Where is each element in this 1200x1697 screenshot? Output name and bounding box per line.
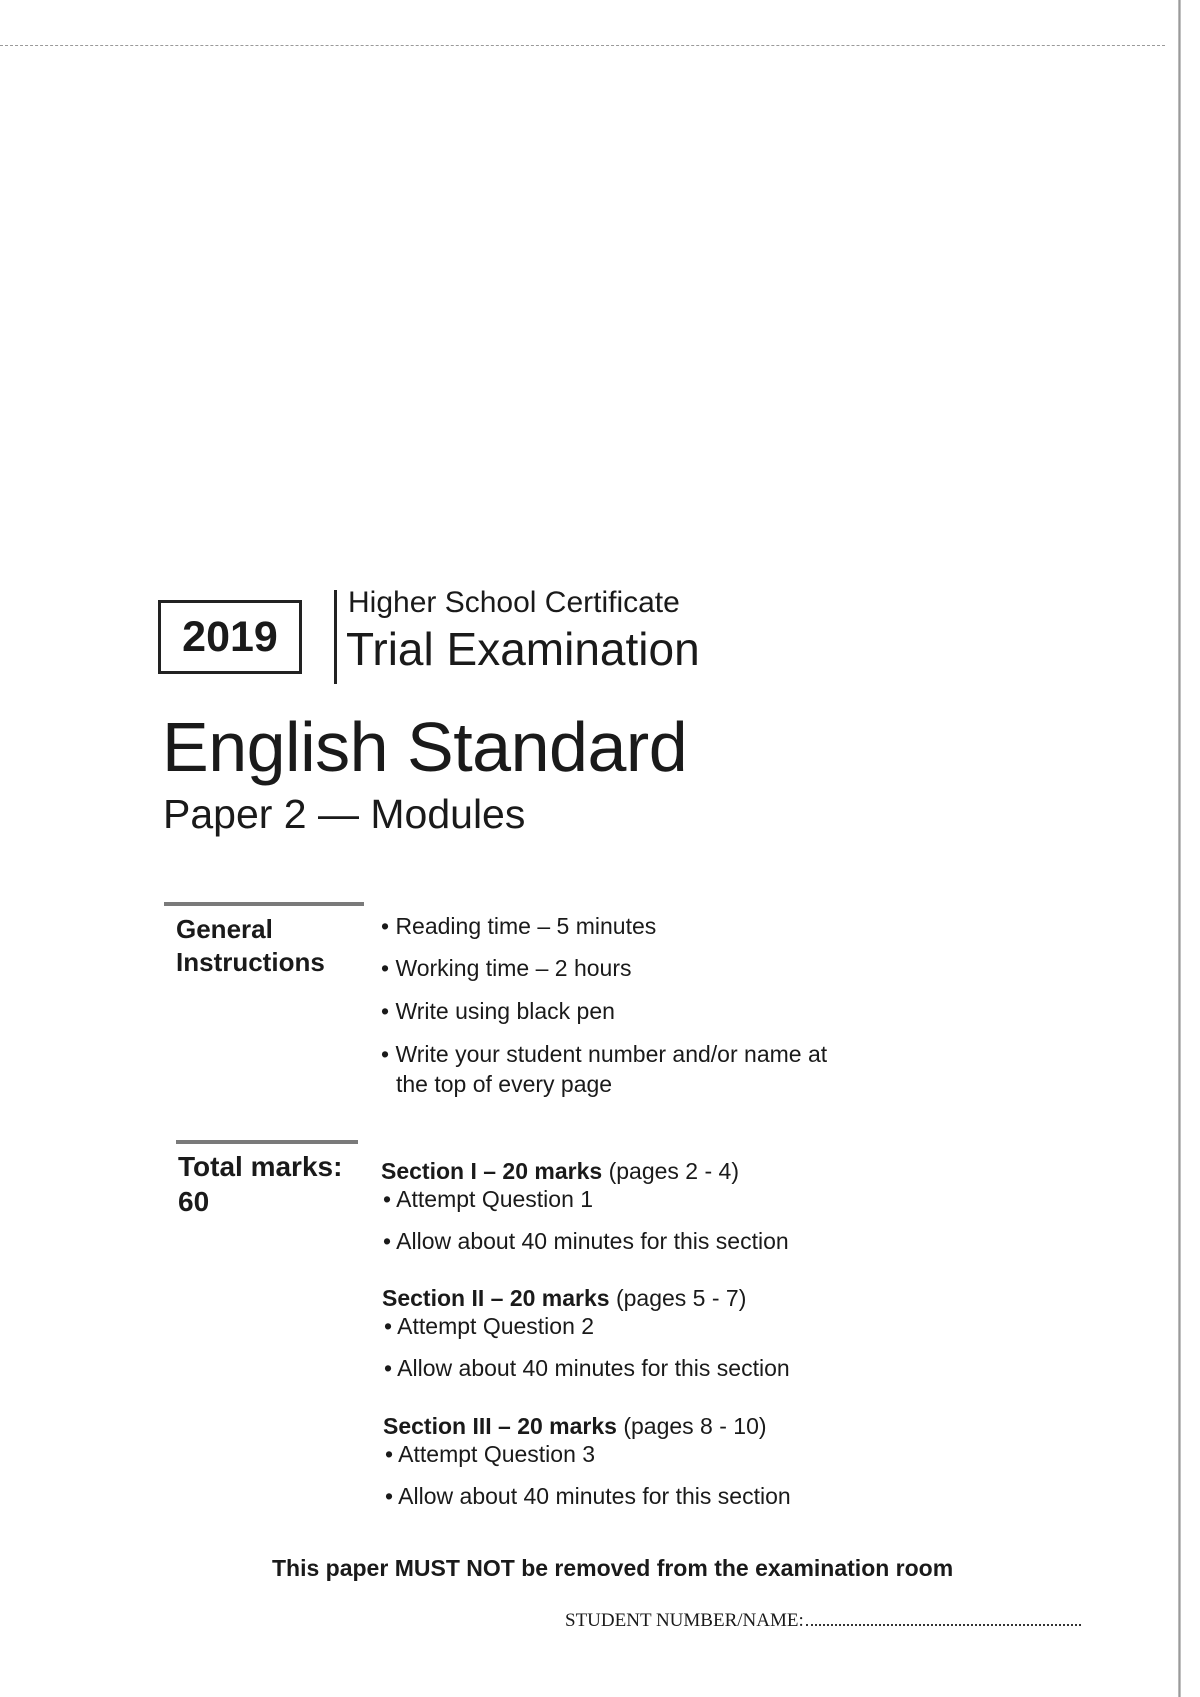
paper-title: Paper 2 — Modules (163, 791, 526, 837)
exam-type: Trial Examination (346, 623, 700, 675)
general-label-line1: General (176, 914, 273, 944)
instruction-item: • Write using black pen (381, 998, 615, 1024)
scan-top-edge (0, 45, 1165, 46)
section-2-time: • Allow about 40 minutes for this section (384, 1355, 790, 1381)
certificate-name: Higher School Certificate (348, 586, 680, 619)
section-1-heading (381, 1156, 739, 1186)
student-number-field[interactable] (565, 1610, 1081, 1632)
section-3-attempt: • Attempt Question 3 (385, 1441, 596, 1467)
section-2-attempt: • Attempt Question 2 (384, 1313, 595, 1339)
section-1-attempt: • Attempt Question 1 (383, 1186, 594, 1212)
general-instructions-rule (164, 902, 364, 906)
general-instructions-label (176, 913, 325, 978)
year-label: 2019 (182, 612, 278, 661)
section-3-time: • Allow about 40 minutes for this section (385, 1483, 791, 1509)
subject-title: English Standard (162, 708, 688, 786)
section-2-title: Section II – 20 marks (382, 1285, 610, 1311)
instruction-item: the top of every page (396, 1071, 613, 1097)
section-3-heading (383, 1411, 767, 1441)
section-2-pages: (pages 5 - 7) (615, 1285, 747, 1311)
total-marks-value: 60 (178, 1186, 210, 1217)
notice-emphasis: MUST NOT (394, 1555, 515, 1581)
section-2-heading (382, 1283, 746, 1313)
general-label-line2: Instructions (176, 946, 325, 977)
student-field-dotted-line[interactable] (806, 1624, 1081, 1626)
total-marks-block (178, 1149, 342, 1219)
year-box (158, 600, 302, 674)
total-marks-label: Total marks: (178, 1151, 343, 1182)
section-3-title: Section III – 20 marks (383, 1413, 617, 1439)
removal-notice (272, 1555, 953, 1582)
header-divider (334, 590, 337, 684)
instruction-item: • Working time – 2 hours (381, 955, 632, 981)
section-1-time: • Allow about 40 minutes for this section (383, 1228, 789, 1254)
instruction-item: • Reading time – 5 minutes (381, 913, 657, 939)
total-marks-rule (176, 1140, 358, 1144)
section-1-title: Section I – 20 marks (381, 1158, 603, 1184)
section-3-pages: (pages 8 - 10) (623, 1413, 767, 1439)
scan-right-edge (1178, 0, 1181, 1697)
notice-suffix: be removed from the examination room (521, 1555, 954, 1581)
instruction-item: • Write your student number and/or name at (381, 1041, 828, 1067)
notice-prefix: This paper (272, 1555, 389, 1581)
section-1-pages: (pages 2 - 4) (608, 1158, 739, 1184)
student-field-label: STUDENT NUMBER/NAME: (565, 1610, 804, 1631)
